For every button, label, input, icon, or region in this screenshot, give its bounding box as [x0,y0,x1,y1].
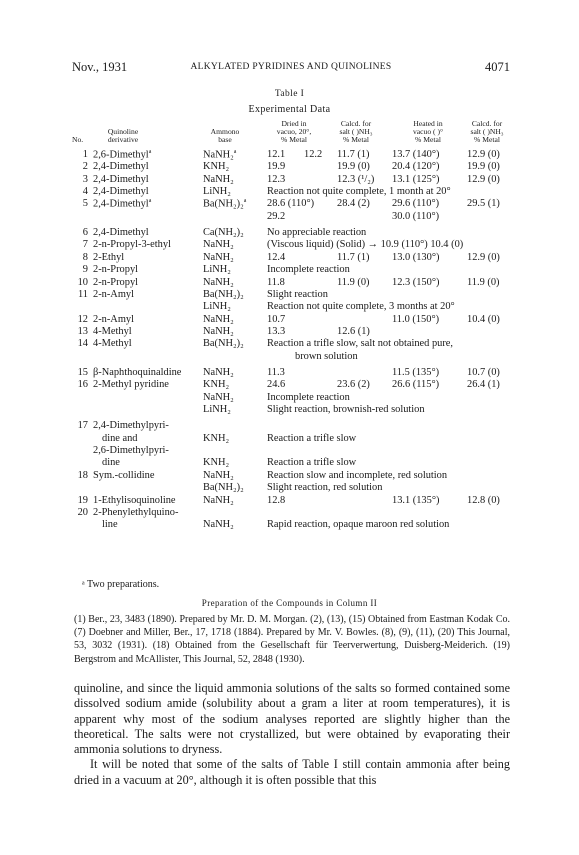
body-text [74,681,510,788]
cell-num: 7 [82,239,88,251]
cell-base: NaNH₂ [203,313,234,325]
cell-base: NaNH₂ [203,367,234,378]
cell-c1: 28.6 (110°) [267,198,315,210]
cell-num: 4 [82,186,88,197]
cell-name: 2-n-Propyl-3-ethyl [93,239,171,251]
table-row [0,351,579,363]
cell-base: NaNH₂ [203,173,234,185]
table-row [0,482,579,494]
section-heading: Preparation of the Compounds in Column II [201,598,378,608]
header-calcd1-line2: salt ( )NH₃ [339,127,373,136]
cell-note: Reaction a trifle slow [267,432,357,444]
body-paragraph-2: It will be noted that some of the salts of Table I still contain ammonia after being dried in a vacuum at 20°, although it is often possible that this [74,757,510,787]
table-row [0,186,579,198]
cell-num: 13 [77,325,88,337]
cell-base: Ba(NH₂)₂ [203,338,244,350]
header-quinoline-line2: derivative [107,135,139,144]
cell-c1: 12.3 [267,173,286,185]
cell-note: Incomplete reaction [267,264,350,276]
cell-name: 2,4-Dimethyl [93,161,149,173]
cell-num: 1 [82,149,88,160]
cell-num: 11 [77,288,88,300]
cell-num: 6 [82,227,88,239]
cell-c1: 19.9 [267,161,286,173]
table-row [0,404,579,416]
cell-name: 2,4-Dimethyl [93,173,149,185]
header-ammono [200,128,250,144]
cell-name: 2,4-Dimethyl [93,186,149,197]
table-row [0,420,579,432]
cell-note: Slight reaction [267,288,328,300]
cell-c3: 19.9 (0) [337,161,370,173]
cell-c3: 12.3 (¹/₂) [337,173,375,185]
cell-base: KNH₂ [203,457,230,469]
cell-c3: 11.7 (1) [337,251,370,263]
table-row [0,314,579,326]
header-dried-line1: Dried in [281,119,307,128]
cell-c4: 30.0 (110°) [392,210,440,222]
cell-name: 2,4-Dimethyl$^a$ [93,198,152,210]
cell-note: brown solution [295,350,358,362]
page-number: 4071 [485,60,510,74]
cell-c5: 11.9 (0) [467,276,500,288]
footnote-marker: a [148,198,152,205]
cell-name: 4-Methyl [93,338,132,350]
issue-date: Nov., 1931 [72,60,128,74]
cell-c1: 11.3 [267,367,285,378]
table-row [0,367,579,379]
header-ammono-line2: base [218,135,232,144]
table-row [0,457,579,469]
table-row [0,379,579,391]
table-row [0,198,579,210]
table-row [0,495,579,507]
cell-base: LiNH₂ [203,404,231,415]
cell-c3: 12.6 (1) [337,325,370,337]
article-short-title: ALKYLATED PYRIDINES AND QUINOLINES [190,62,392,72]
cell-num: 18 [77,469,88,481]
cell-c5: 29.5 (1) [467,198,500,210]
cell-num: 9 [82,264,88,276]
header-quinoline [93,128,153,144]
table-row [0,211,579,223]
header-calcd-2 [458,120,516,144]
cell-base: LiNH₂ [203,186,231,197]
cell-num: 17 [77,420,88,432]
cell-base: NaNH₂ [203,239,234,251]
cell-base: NaNH₂ [203,251,234,263]
table-row [0,507,579,519]
cell-base: NaNH₂ [203,391,234,403]
header-calcd1-line1: Calcd. for [340,119,372,128]
cell-c3: 23.6 (2) [337,379,370,391]
cell-note: Reaction a trifle slow, salt not obtained pure, [267,338,454,350]
cell-base: NaNH₂ [203,469,234,481]
header-dried [262,120,326,144]
cell-num: 16 [77,379,88,391]
cell-c4: 26.6 (115°) [392,379,440,391]
cell-note: Slight reaction, brownish-red solution [267,404,425,415]
table-row [0,338,579,350]
footnote-marker: a [233,149,237,155]
table-row [0,161,579,173]
cell-base: Ca(NH₂)₂ [203,227,244,239]
cell-c1: 29.2 [267,210,286,222]
header-dried-line2: vacuo, 20°, [276,127,312,136]
table-row [0,252,579,264]
table-row [0,239,579,251]
cell-num: 20 [77,506,88,518]
cell-c4: 13.1 (125°) [392,173,440,185]
cell-base: NaNH₂ [203,494,234,506]
table-title: Table I [274,89,305,99]
header-no: No. [72,135,84,144]
table-subtitle: Experimental Data [248,104,331,115]
header-heated-line3: % Metal [415,135,441,144]
cell-c4: 11.5 (135°) [392,367,440,378]
table-row [0,445,579,457]
cell-c5: 12.9 (0) [467,149,500,160]
cell-num: 15 [77,367,88,378]
cell-note: Reaction not quite complete, 3 months at 20° [267,301,455,313]
body-paragraph-1: quinoline, and since the liquid ammonia solutions of the salts so formed contained some dissolved sodium amide (solubility about a gram a liter at room temperatures), it is apparent why most of the sodium analyses reported are slightly higher than the theoretical. The salts were not crystallized, but were obtained by evaporating their ammonia solutions to dryness. [74,681,510,757]
cell-name: β-Naphthoquinaldine [93,367,182,378]
cell-name: 2-n-Amyl [93,288,134,300]
cell-c5: 12.9 (0) [467,173,500,185]
cell-name: 2-n-Propyl [93,264,139,276]
header-calcd2-line2: salt ( )NH₃ [470,127,504,136]
cell-name: 2-Phenylethylquino- [93,506,179,518]
header-calcd2-line3: % Metal [474,135,500,144]
cell-c1: 10.7 [267,313,286,325]
footnote-marker: a [243,198,247,205]
cell-c1: 13.3 [267,325,286,337]
cell-c5: 10.7 (0) [467,367,500,378]
cell-base: KNH₂ [203,161,230,173]
cell-c5: 26.4 (1) [467,379,500,391]
cell-c5: 12.8 (0) [467,494,500,506]
cell-name: 2-Ethyl [93,251,125,263]
cell-name: 2-Methyl pyridine [93,379,169,391]
cell-base: NaNH₂ [203,276,234,288]
cell-name: 4-Methyl [93,325,132,337]
cell-note: Reaction slow and incomplete, red solution [267,469,448,481]
cell-base: LiNH₂ [203,264,231,276]
cell-num: 19 [77,494,88,506]
table-row [0,470,579,482]
cell-c1: 11.8 [267,276,285,288]
references-paragraph: (1) Ber., 23, 3483 (1890). Prepared by Mr. D. M. Morgan. (2), (13), (15) Obtained from Eastman Kodak Co. (7) Doebner and Miller, Ber., 17, 1718 (1884). Prepared by Mr. V. Bowles. (8), (9), (11), (20) This Journal, 53, 3032 (1931). (18) Obtained from the Gesellschaft für Teerverwertung, Duisberg-Meiderich. (19) Bergstrom and McAllister, This Journal, 52, 2848 (1930). [74,614,510,665]
header-calcd2-line1: Calcd. for [471,119,503,128]
cell-base: Ba(NH₂)₂$^a$ [203,198,247,210]
table-row [0,289,579,301]
cell-c1: 12.4 [267,251,286,263]
cell-c3: 28.4 (2) [337,198,370,210]
header-quinoline-line1: Quinoline [107,127,139,136]
cell-c5: 10.4 (0) [467,313,500,325]
cell-base: KNH₂ [203,432,230,444]
cell-base: Ba(NH₂)₂ [203,482,244,494]
table-row [0,301,579,313]
cell-c1: 12.1 [267,149,286,160]
cell-c4: 13.1 (135°) [392,494,440,506]
cell-c3: 11.9 (0) [337,276,370,288]
cell-c5: 12.9 (0) [467,251,500,263]
table-row [0,433,579,445]
cell-note: Incomplete reaction [267,391,350,403]
cell-name: 2,4-Dimethyl [93,227,149,239]
table-row [0,174,579,186]
cell-num: 5 [82,198,88,210]
cell-note: No appreciable reaction [267,227,367,239]
cell-base: NaNH₂ [203,325,234,337]
running-head [72,60,510,76]
cell-note: Slight reaction, red solution [267,482,383,494]
table-row [0,277,579,289]
cell-c4: 13.7 (140°) [392,149,440,160]
cell-note: Reaction a trifle slow [267,457,357,469]
cell-name: 2,6-Dimethylpyri- [93,445,169,457]
header-calcd1-line3: % Metal [343,135,369,144]
header-ammono-line1: Ammono [210,127,240,136]
cell-num: 12 [77,313,88,325]
cell-c4: 13.0 (130°) [392,251,440,263]
cell-num: 2 [82,161,88,173]
footnote-marker: a [148,149,152,155]
cell-base: LiNH₂ [203,301,231,313]
cell-c3: 11.7 (1) [337,149,370,160]
cell-c4: 20.4 (120°) [392,161,440,173]
table-row [0,326,579,338]
cell-name: 2,6-Dimethyl$^a$ [93,149,152,161]
cell-c2: 12.2 [304,149,323,160]
header-dried-line3: % Metal [281,135,307,144]
header-heated [398,120,458,144]
cell-c4: 12.3 (150°) [392,276,440,288]
cell-num: 8 [82,251,88,263]
cell-num: 14 [77,338,88,350]
table-row [0,519,579,531]
header-heated-line2: vacuo ( )° [412,127,444,136]
cell-c1: 12.8 [267,494,286,506]
cell-name: dine [102,457,120,469]
cell-name: 2,4-Dimethylpyri- [93,420,169,432]
table-footnote: ᵃ Two preparations. [82,579,160,590]
cell-name: dine and [102,432,138,444]
cell-base: NaNH₂ [203,519,234,531]
cell-c4: 11.0 (150°) [392,313,440,325]
table-row [0,227,579,239]
cell-base: KNH₂ [203,379,230,391]
cell-c4: 29.6 (110°) [392,198,440,210]
cell-name: Sym.-collidine [93,469,155,481]
table-row [0,264,579,276]
cell-num: 10 [77,276,88,288]
table-row [0,392,579,404]
cell-c1: 24.6 [267,379,286,391]
cell-num: 3 [82,173,88,185]
cell-name: line [102,519,118,531]
cell-note: (Viscous liquid) (Solid) → 10.9 (110°) 10.4 (0) [267,239,464,251]
cell-c5: 19.9 (0) [467,161,500,173]
cell-name: 1-Ethylisoquinoline [93,494,176,506]
cell-note: Rapid reaction, opaque maroon red solution [267,519,450,531]
table-row [0,149,579,161]
cell-name: 2-n-Amyl [93,313,134,325]
header-calcd-1 [326,120,386,144]
cell-base: NaNH₂$^a$ [203,149,237,161]
cell-name: 2-n-Propyl [93,276,139,288]
cell-base: Ba(NH₂)₂ [203,288,244,300]
header-heated-line1: Heated in [413,119,443,128]
cell-note: Reaction not quite complete, 1 month at 20° [267,186,451,197]
